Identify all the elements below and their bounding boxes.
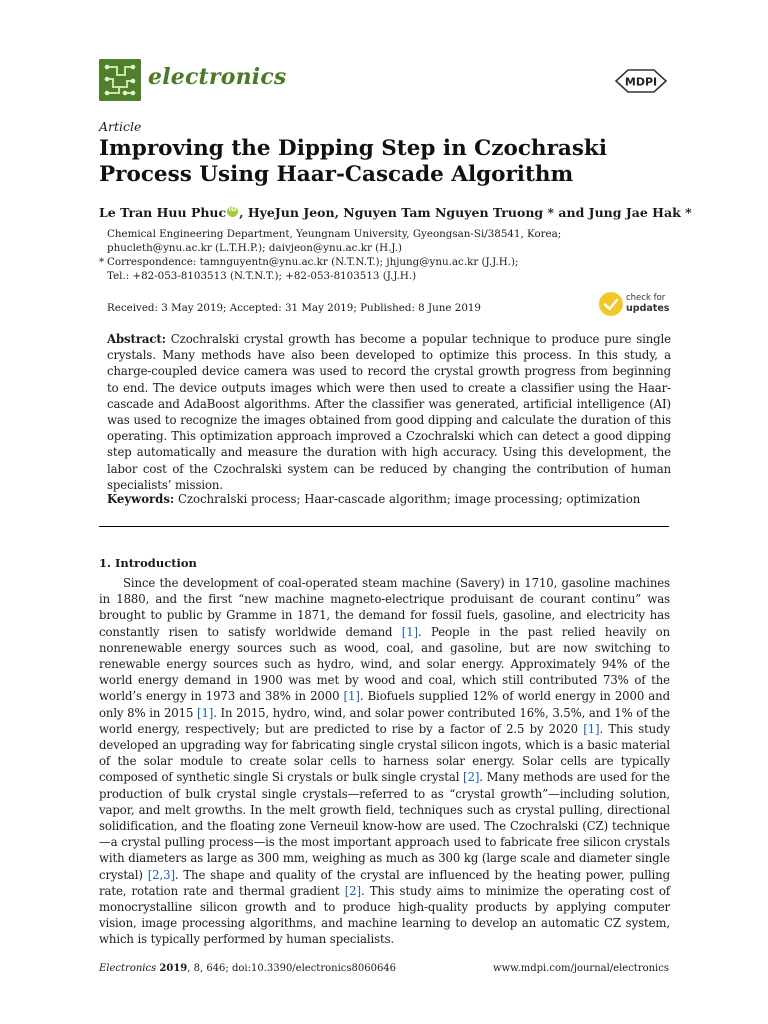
footer-year: 2019 <box>159 963 188 974</box>
citation-link[interactable]: [1] <box>343 689 360 704</box>
citation-link[interactable]: [1] <box>583 721 600 736</box>
affiliation-emails: phucleth@ynu.ac.kr (L.T.H.P.); daivjeon@ynu.ac.kr (H.J.) <box>107 242 403 254</box>
footer-citation <box>99 963 396 974</box>
first-author: Le Tran Huu Phuc <box>99 205 227 220</box>
journal-logo-icon <box>99 59 141 101</box>
article-type: Article <box>99 119 142 134</box>
paragraph-text: Since the development of coal-operated steam machine (Savery) in 1710, gasoline machines in 1880, and the first “new machine magneto-electrique produisant de courant continu” was brought to public by Gramme in 1871, the demand for fossil fuels, gasoline, and electricity has constantly risen to satisfy worldwide demand <box>99 576 670 639</box>
section-divider <box>99 526 669 527</box>
citation-link[interactable]: [1] <box>401 624 418 639</box>
citation-link[interactable]: [2] <box>463 770 480 785</box>
footer-journal: Electronics <box>99 963 157 974</box>
introduction-paragraph <box>99 575 670 948</box>
paragraph-text: . This study developed an upgrading way for fabricating single crystal silicon ingots, which is a basic material of the solar module to create solar cells to harness solar energy. Solar cells are typically composed of synthetic single Si crystals or bulk single crystal <box>99 721 670 785</box>
affiliation-line: Chemical Engineering Department, Yeungnam University, Gyeongsan-Si/38541, Korea; <box>107 228 562 240</box>
paragraph-text: . In 2015, hydro, wind, and solar power contributed 16%, 3.5%, and 1% of the world energy, respectively; but are predicted to rise by a factor of 2.5 by 2020 <box>99 705 670 736</box>
abstract <box>107 331 671 493</box>
abstract-label: Abstract: <box>107 332 166 346</box>
check-updates-line2: updates <box>626 303 670 314</box>
citation-link[interactable]: [2,3] <box>147 867 175 882</box>
publisher-name: MDPI <box>624 75 658 89</box>
citation-link[interactable]: [1] <box>196 705 214 720</box>
paragraph-text: . This study aims to minimize the operating cost of monocrystalline silicon growth and to produce high-quality products by applying computer vision, image processing algorithms, and machine learning to develop an automatic CZ system, which is typically performed by human specialists. <box>99 883 670 947</box>
footer-url[interactable]: www.mdpi.com/journal/electronics <box>493 963 669 974</box>
check-updates-icon <box>599 292 623 316</box>
footer-citation-rest: , 8, 646; doi:10.3390/electronics8060646 <box>187 963 397 974</box>
check-for-updates-badge[interactable] <box>599 292 679 318</box>
paragraph-text: . People in the past relied heavily on nonrenewable energy sources such as wood, coal, and gasoline, but are now switching to renewable energy sources such as hydro, wind, and solar energy. Approximately 94% of the world energy demand in 1900 was met by wood and coal, which still contributed 73% of the world’s energy in 1973 and 38% in 2000 <box>99 624 670 704</box>
author-list <box>99 205 692 220</box>
keywords-label: Keywords: <box>107 492 175 506</box>
correspondence-star: * <box>99 256 105 268</box>
keywords <box>107 492 640 506</box>
orcid-icon[interactable]: iD <box>227 206 238 217</box>
journal-name: electronics <box>148 64 287 90</box>
telephone-line: Tel.: +82-053-8103513 (N.T.N.T.); +82-053-8103513 (J.J.H.) <box>107 270 417 282</box>
abstract-text: Czochralski crystal growth has become a popular technique to produce pure single crystals. Many methods have also been developed to optimize this process. In this study, a charge-coupled device camera was used to record the crystal growth progress from beginning to end. The device outputs images which were then used to create a classifier using the Haar-cascade and AdaBoost algorithms. After the classifier was generated, artificial intelligence (AI) was used to recognize the images obtained from good dipping and calculate the duration of this operating. This optimization approach improved a Czochralski which can detect a good dipping step automatically and measure the duration with high accuracy. Using this development, the labor cost of the Czochralski system can be reduced by changing the contribution of human specialists’ mission. <box>107 332 671 492</box>
paragraph-text: . Biofuels supplied 12% of world energy in 2000 and only 8% in 2015 <box>99 689 670 720</box>
keywords-text: Czochralski process; Haar-cascade algorithm; image processing; optimization <box>177 492 641 506</box>
correspondence-line: Correspondence: tamnguyentn@ynu.ac.kr (N.T.N.T.); jhjung@ynu.ac.kr (J.J.H.); <box>107 256 519 268</box>
check-updates-line1: check for <box>626 293 666 303</box>
paragraph-text: . Many methods are used for the production of bulk crystal single crystals—referred to as “crystal growth”—including solution, vapor, and melt growths. In the melt growth field, techniques such as crystal pulling, directional solidification, and the floating zone Verneuil know-how are used. The Czochralski (CZ) technique—a crystal pulling process—is the most important approach used to fabricate free silicon crystals with diameters as large as 300 mm, weighing as much as 300 kg (large scale and diameter single crystal) <box>99 770 670 882</box>
citation-link[interactable]: [2] <box>344 883 361 898</box>
affiliations <box>99 227 667 283</box>
article-title: Improving the Dipping Step in Czochraski Process Using Haar-Cascade Algorithm <box>99 136 607 187</box>
section-heading: 1. Introduction <box>99 556 197 570</box>
paragraph-text: . The shape and quality of the crystal are influenced by the heating power, pulling rate, rotation rate and thermal gradient <box>99 867 670 898</box>
other-authors: , HyeJun Jeon, Nguyen Tam Nguyen Truong * and Jung Jae Hak * <box>239 205 692 220</box>
mdpi-logo <box>614 68 668 94</box>
publication-dates: Received: 3 May 2019; Accepted: 31 May 2019; Published: 8 June 2019 <box>107 302 481 314</box>
